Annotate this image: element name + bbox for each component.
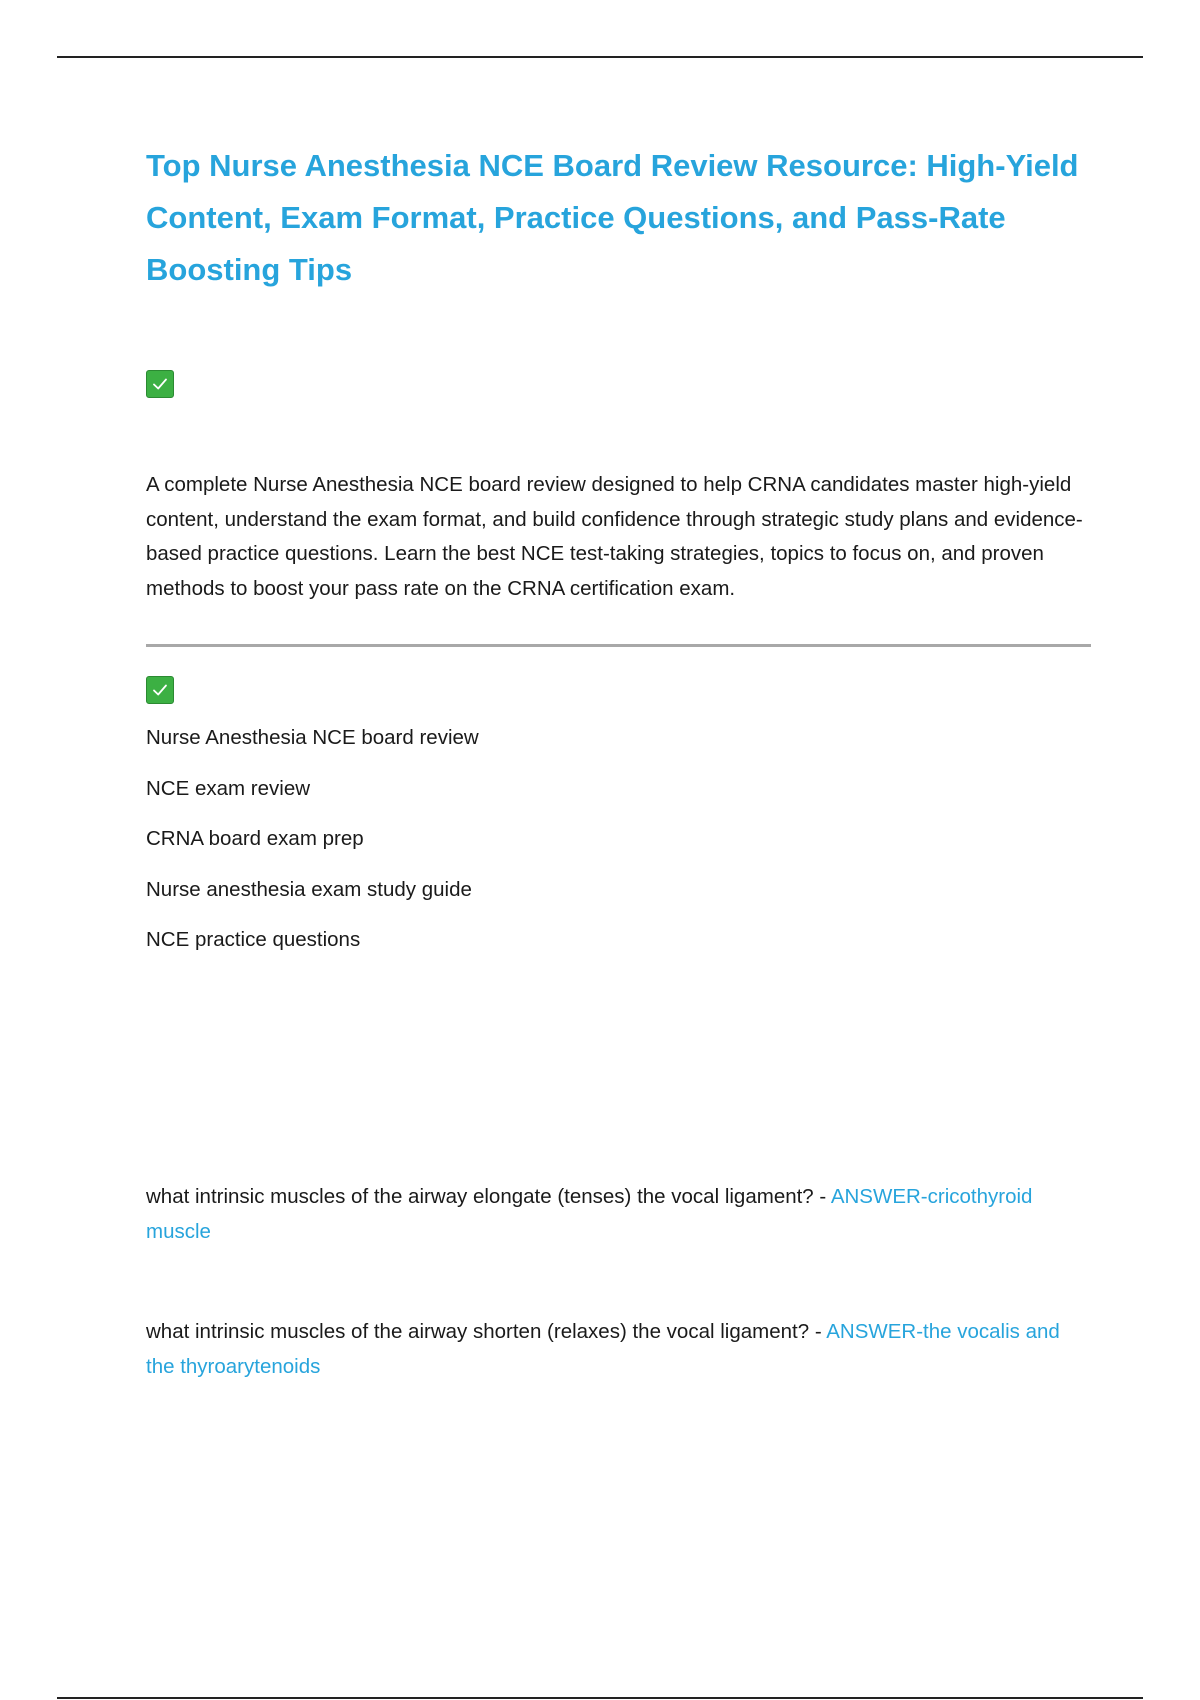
check-mark-icon: [146, 676, 174, 704]
qa-answer: ANSWER-the vocalis and the thyroarytenoids: [146, 1320, 1060, 1378]
qa-answer: ANSWER-cricothyroid muscle: [146, 1185, 1033, 1243]
intro-paragraph: A complete Nurse Anesthesia NCE board review designed to help CRNA candidates master high-yield content, understand the exam format, and build confidence through strategic study plans and evidence-based practice questions. Learn the best NCE test-taking strategies, topics to focus on, and proven methods to boost your pass rate on the CRNA certification exam.: [146, 473, 1083, 600]
qa-question: what intrinsic muscles of the airway shorten (relaxes) the vocal ligament? -: [146, 1320, 827, 1343]
document-title: Top Nurse Anesthesia NCE Board Review Resource: High-Yield Content, Exam Format, Practice Questions, and Pass-Rate Boosting Tips: [146, 148, 1079, 287]
keyword-item: Nurse Anesthesia NCE board review: [146, 726, 479, 749]
keyword-item: NCE exam review: [146, 776, 311, 800]
page-top-rule: [57, 56, 1143, 58]
qa-item: [146, 1180, 1091, 1249]
check-mark-glyph: [151, 375, 169, 393]
keyword-item: Nurse anesthesia exam study guide: [146, 877, 472, 901]
check-mark-glyph: [151, 681, 169, 699]
horizontal-divider: [146, 644, 1091, 647]
qa-question: what intrinsic muscles of the airway elongate (tenses) the vocal ligament? -: [146, 1185, 831, 1208]
check-mark-icon: [146, 370, 174, 398]
keyword-list: [146, 726, 479, 979]
page-bottom-rule: [57, 1697, 1143, 1699]
qa-item: [146, 1315, 1091, 1384]
keyword-item: CRNA board exam prep: [146, 827, 364, 850]
keyword-item: NCE practice questions: [146, 928, 361, 951]
